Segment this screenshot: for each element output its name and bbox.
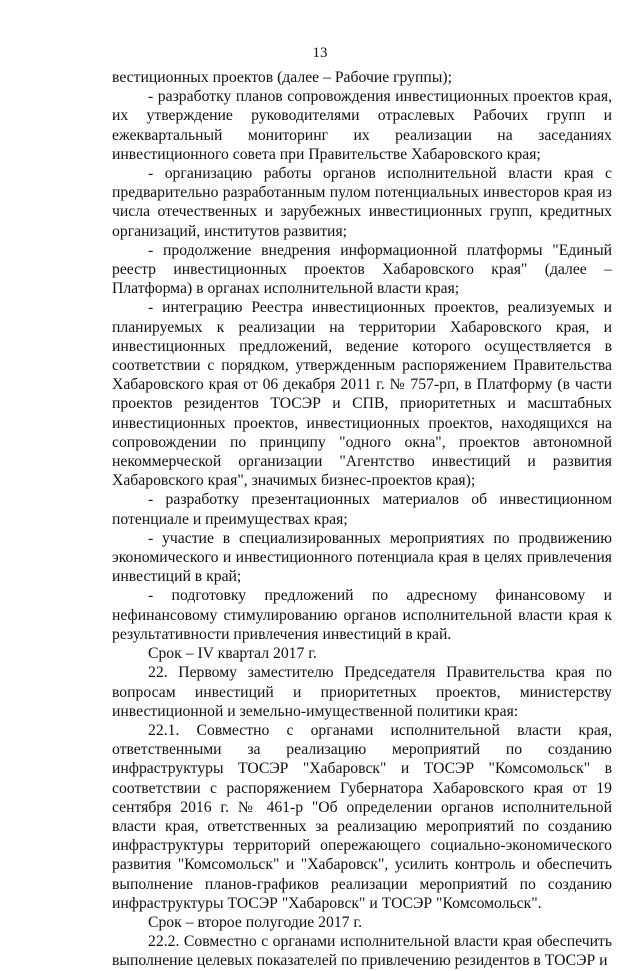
- paragraph-investor-pool: - организацию работы органов исполнительной власти края с предварительно разработанным пулом потенциальных инвесторов края из числа отечественных и зарубежных инвестиционных групп, кредитных организаций, институтов развития;: [112, 165, 612, 240]
- deadline-q4-2017: Срок – IV квартал 2017 г.: [148, 645, 317, 663]
- paragraph-registry-integration: - интеграцию Реестра инвестиционных проектов, реализуемых и планируемых к реализации на территории Хабаровского края, и инвестиционных предложений, ведение которого осуществляется в соответствии с порядком, утвержденным распоряжением Правительства Хабаровского края от 06 декабря 2011 г. № 757-рп, в Платформу (в части проектов резидентов ТОСЭР и СПВ, приоритетных и масштабных инвестиционных проектов, инвестиционных проектов, находящихся на сопровождении по принципу "одного окна", проектов автономной некоммерческой организации "Агентство инвестиций и развития Хабаровского края", значимых бизнес-проектов края);: [112, 299, 612, 490]
- paragraph-platform-rollout: - продолжение внедрения информационной платформы "Единый реестр инвестиционных проектов Хабаровского края" (далее – Платформа) в органах исполнительной власти края;: [112, 241, 612, 298]
- page-number: 13: [312, 45, 328, 61]
- paragraph-presentation-materials: - разработку презентационных материалов об инвестиционном потенциале и преимуществах края;: [112, 491, 612, 528]
- paragraph-incentive-proposals: - подготовку предложений по адресному финансовому и нефинансовому стимулированию органов исполнительной власти края к результативности привлечения инвестиций в край.: [112, 587, 612, 643]
- item-22-1: 22.1. Совместно с органами исполнительной власти края, ответственными за реализацию мероприятий по созданию инфраструктуры ТОСЭР "Хабаровск" и ТОСЭР "Комсомольск" в соответствии с распоряжением Губернатора Хабаровского края от 19 сентября 2016 г. № 461-р "Об определении органов исполнительной власти края, ответственных за реализацию мероприятий по созданию инфраструктуры территорий опережающего социально-экономического развития "Комсомольск" и "Хабаровск", усилить контроль и обеспечить выполнение планов-графиков реализации мероприятий по созданию инфраструктуры ТОСЭР "Хабаровск" и ТОСЭР "Комсомольск".: [112, 721, 612, 912]
- deadline-second-half-2017: Срок – второе полугодие 2017 г.: [148, 913, 363, 931]
- paragraph-plans-development: - разработку планов сопровождения инвестиционных проектов края, их утверждение руководителями отраслевых Рабочих групп и ежеквартальный мониторинг их реализации на заседаниях инвестиционного совета при Правительстве Хабаровского края;: [112, 88, 612, 163]
- paragraph-promotion-events: - участие в специализированных мероприятиях по продвижению экономического и инвестиционного потенциала края в целях привлечения инвестиций в край;: [112, 529, 612, 586]
- paragraph-continuation: вестиционных проектов (далее – Рабочие группы);: [112, 69, 452, 86]
- document-body: [112, 68, 612, 971]
- item-22: 22. Первому заместителю Председателя Правительства края по вопросам инвестиций и приоритетных проектов, министерству инвестиционной и земельно-имущественной политики края:: [112, 664, 612, 720]
- item-22-2: 22.2. Совместно с органами исполнительной власти края обеспечить выполнение целевых показателей по привлечению резидентов в ТОСЭР и: [112, 933, 612, 970]
